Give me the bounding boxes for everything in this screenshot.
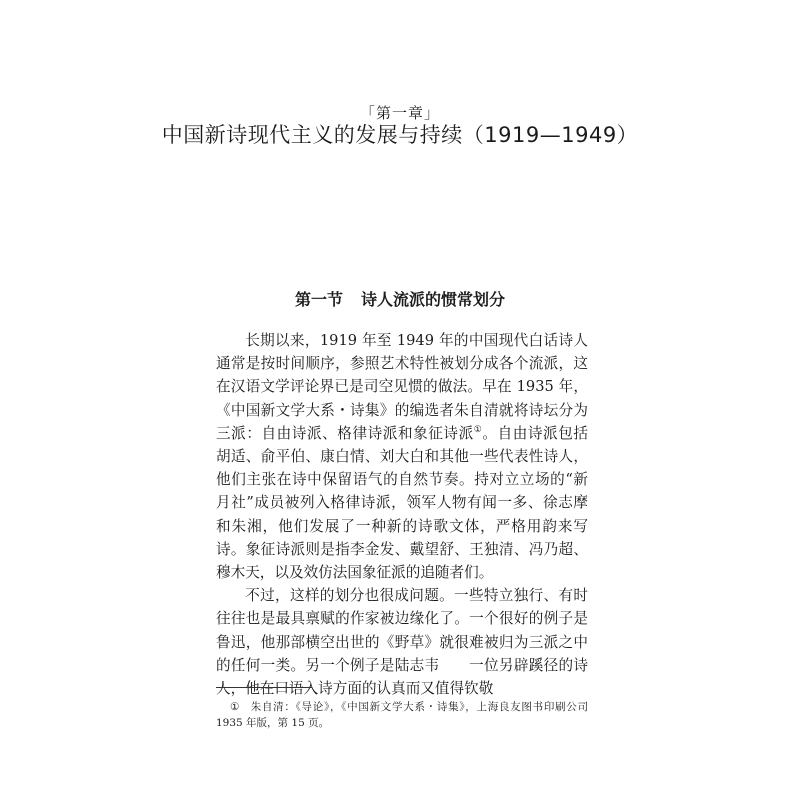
footnote-marker: ① <box>230 701 240 713</box>
section-title: 诗人流派的惯常划分 <box>361 290 506 309</box>
body-text <box>216 329 588 700</box>
paragraph-1-text-a: 长期以来，1919 年至 1949 年的中国现代白话诗人通常是按时间顺序，参照艺术特性被划分成各个流派，这在汉语文学评论界已是司空见惯的做法。早在 1935 年，《中国新文学大系・诗集》的编选者朱自清就将诗坛分为三派：自由诗派、格律诗派和象征诗派 <box>216 332 588 442</box>
paragraph-1 <box>216 329 588 584</box>
footnote <box>216 699 588 731</box>
footnote-reference[interactable]: ① <box>473 424 483 435</box>
chapter-label: 「第一章」 <box>359 104 440 122</box>
chapter-title: 中国新诗现代主义的发展与持续（1919—1949） <box>161 123 639 147</box>
section-heading <box>0 287 800 310</box>
footnote-divider <box>216 687 312 688</box>
footnote-text: 朱自清：《导论》，《中国新文学大系・诗集》，上海良友图书印刷公司 1935 年版，第 15 页。 <box>216 701 588 729</box>
section-number: 第一节 <box>294 290 343 309</box>
paragraph-2: 不过，这样的划分也很成问题。一些特立独行、有时往往也是最具禀赋的作家被边缘化了。一个很好的例子是鲁迅，他那部横空出世的《野草》就很难被归为三派之中的任何一类。另一个例子是陆志韦 一位另辟蹊径的诗人，他在口语入诗方面的认真而又值得钦敬 <box>216 587 588 698</box>
paragraph-1-text-b: 。自由诗派包括胡适、俞平伯、康白情、刘大白和其他一些代表性诗人，他们主张在诗中保留语气的自然节奏。持对立立场的“新月社”成员被列入格律诗派，领军人物有闻一多、徐志摩和朱湘，他们发展了一种新的诗歌文体，严格用韵来写诗。象征诗派则是指李金发、戴望舒、王独清、冯乃超、穆木天，以及效仿法国象征派的追随者们。 <box>216 424 588 582</box>
